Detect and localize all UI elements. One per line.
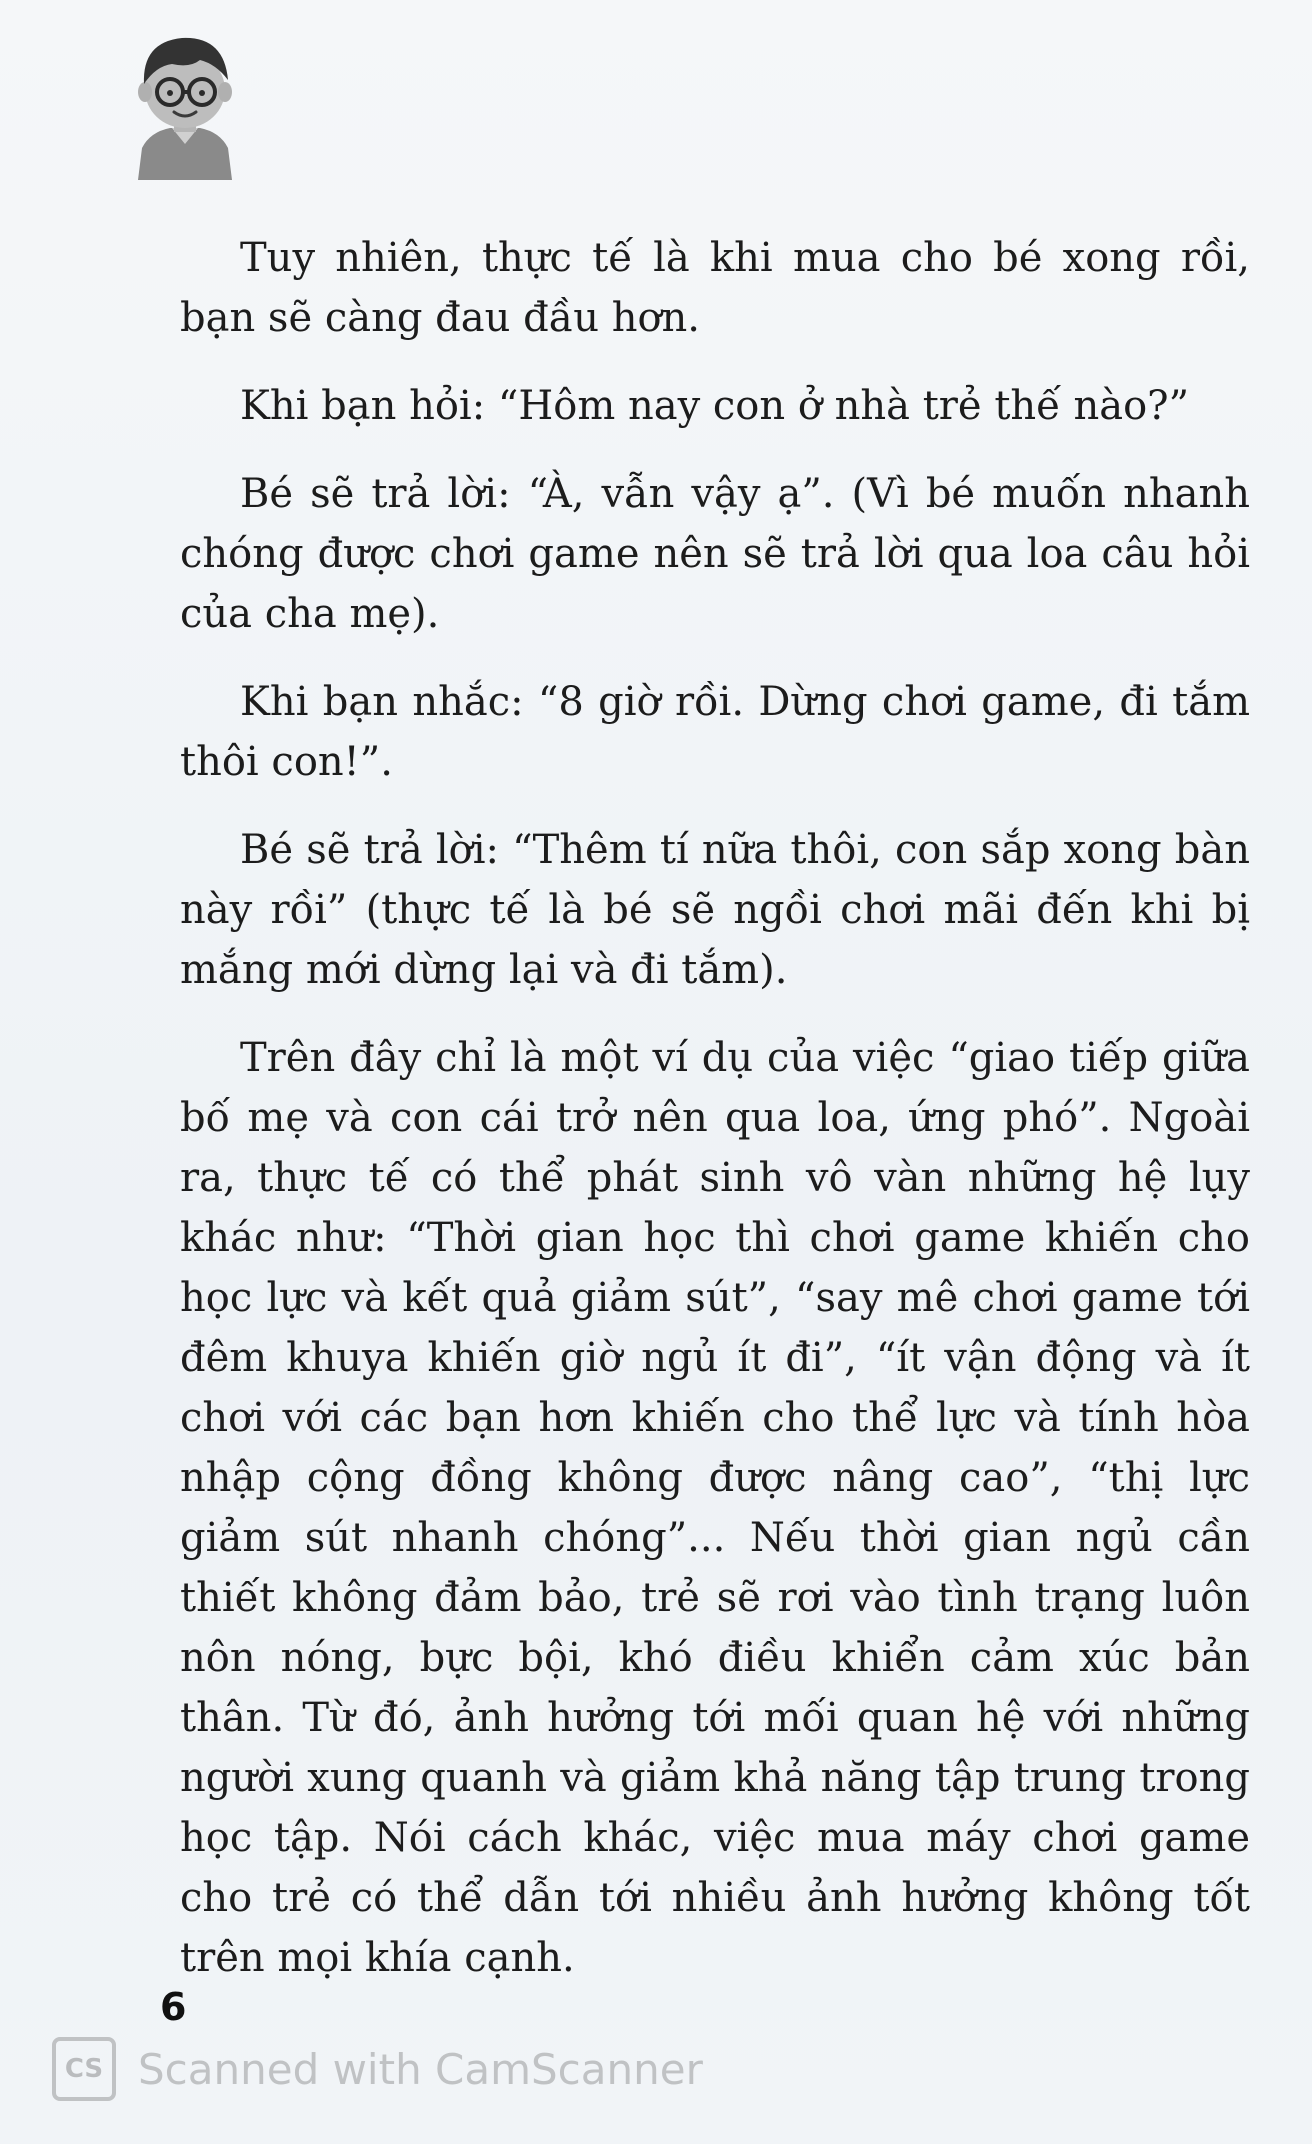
paragraph: Tuy nhiên, thực tế là khi mua cho bé xong rồi, bạn sẽ càng đau đầu hơn. bbox=[180, 235, 1250, 341]
paragraph: Khi bạn hỏi: “Hôm nay con ở nhà trẻ thế nào?” bbox=[240, 383, 1190, 429]
boy-with-glasses-icon bbox=[120, 20, 250, 180]
paragraph: Trên đây chỉ là một ví dụ của việc “giao tiếp giữa bố mẹ và con cái trở nên qua loa, ứng phó”. Ngoài ra, thực tế có thể phát sinh vô vàn những hệ lụy khác như: “Thời gian học thì chơi game khiến cho học lực và kết quả giảm sút”, “say mê chơi game tới đêm khuya khiến giờ ngủ ít đi”, “ít vận động và ít chơi với các bạn hơn khiến cho thể lực và tính hòa nhập cộng đồng không được nâng cao”, “thị lực giảm sút nhanh chóng”... Nếu thời gian ngủ cần thiết không đảm bảo, trẻ sẽ rơi vào tình trạng luôn nôn nóng, bực bội, khó điều khiển cảm xúc bản thân. Từ đó, ảnh hưởng tới mối quan hệ với những người xung quanh và giảm khả năng tập trung trong học tập. Nói cách khác, việc mua máy chơi game cho trẻ có thể dẫn tới nhiều ảnh hưởng không tốt trên mọi khía cạnh. bbox=[180, 1035, 1250, 1981]
page-number: 6 bbox=[160, 1985, 187, 2029]
camscanner-watermark bbox=[52, 2036, 703, 2102]
camscanner-logo: CS bbox=[52, 2037, 116, 2101]
paragraph: Khi bạn nhắc: “8 giờ rồi. Dừng chơi game, đi tắm thôi con!”. bbox=[180, 679, 1250, 785]
watermark-text: Scanned with CamScanner bbox=[138, 2044, 703, 2094]
body-text bbox=[180, 228, 1250, 2016]
paragraph: Bé sẽ trả lời: “Thêm tí nữa thôi, con sắp xong bàn này rồi” (thực tế là bé sẽ ngồi chơi mãi đến khi bị mắng mới dừng lại và đi tắm). bbox=[180, 827, 1250, 993]
paragraph: Bé sẽ trả lời: “À, vẫn vậy ạ”. (Vì bé muốn nhanh chóng được chơi game nên sẽ trả lời qua loa câu hỏi của cha mẹ). bbox=[180, 471, 1250, 637]
